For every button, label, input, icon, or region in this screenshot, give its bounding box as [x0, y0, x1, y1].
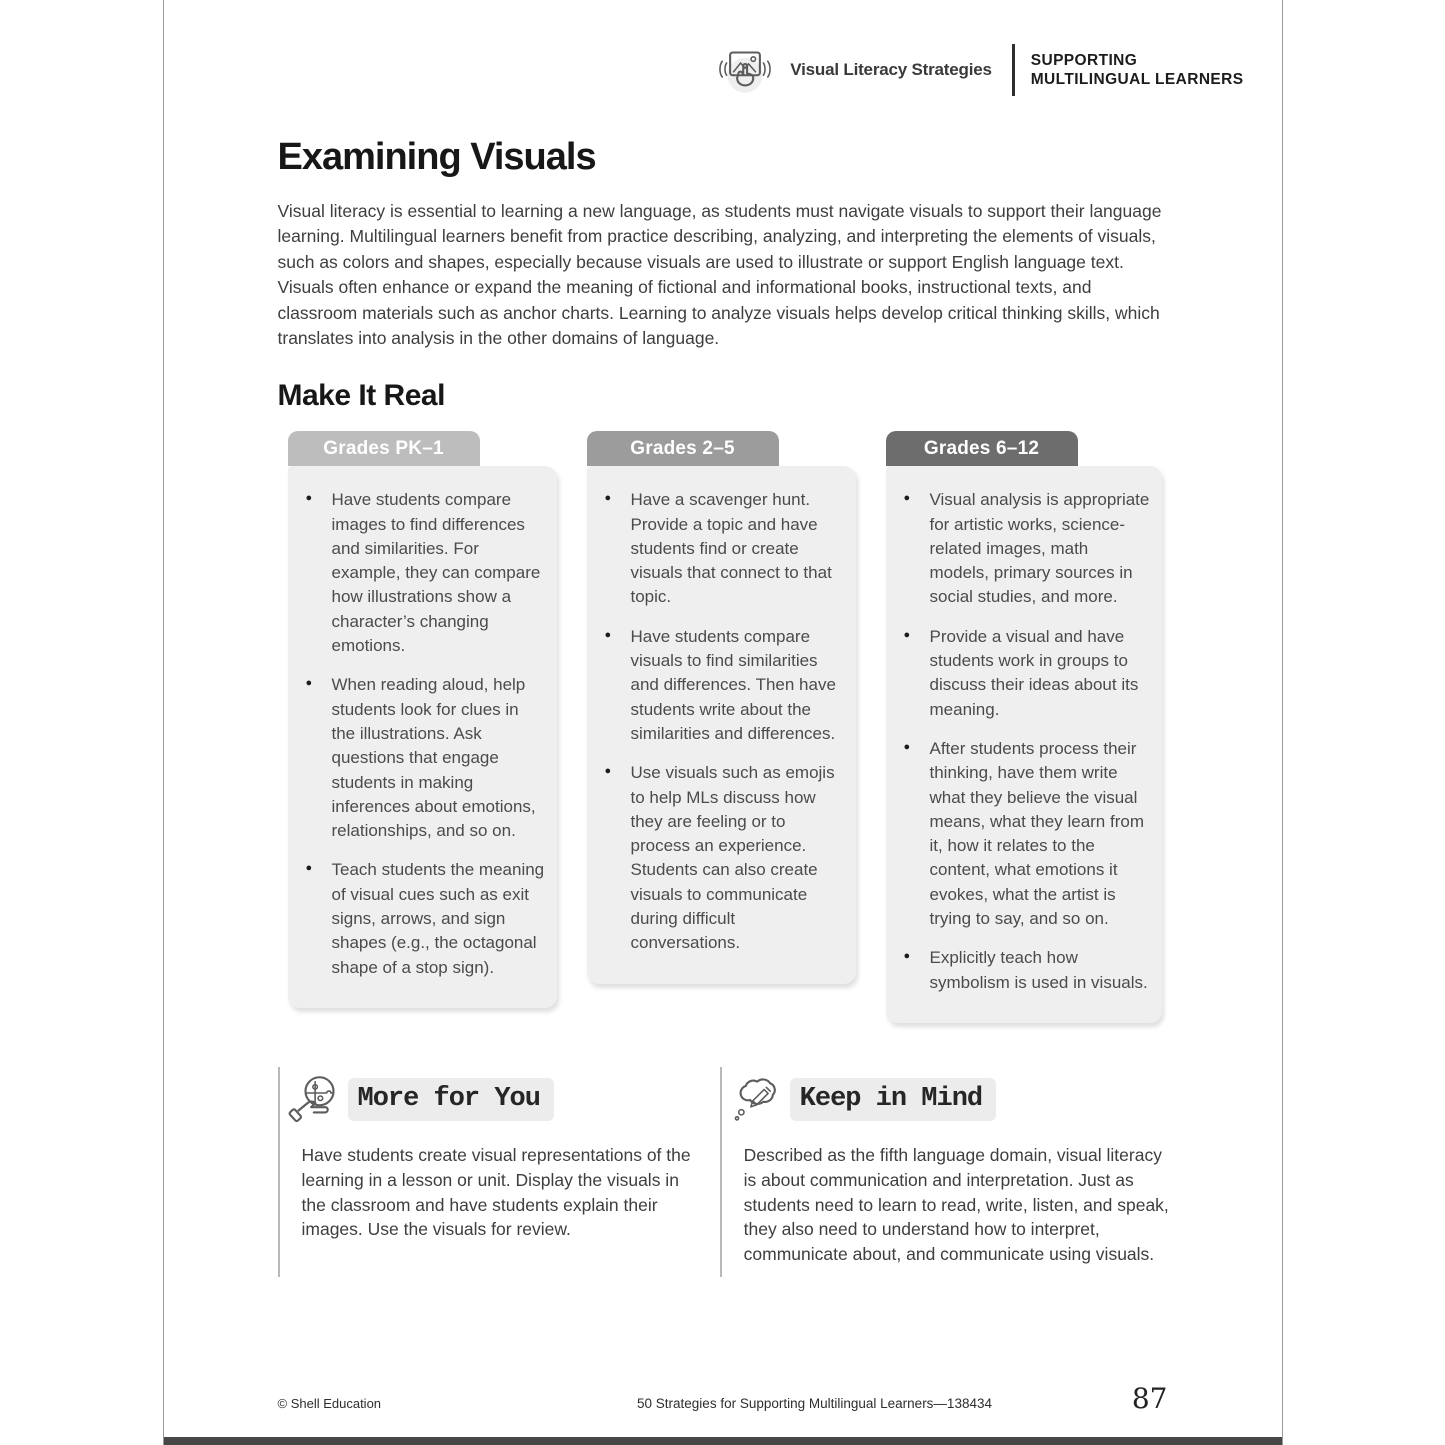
intro-paragraph: Visual literacy is essential to learning a new language, as students must navigate visuals to support their language learning. Multilingual learners benefit from practice describing, analyzing, and interpreting the elements of visuals, such as colors and shapes, especially because visuals are used to illustrate or support English language text. Visuals often enhance or expand the meaning of fictional and informational books, instructional texts, and classroom materials such as anchor charts. Learning to analyze visuals helps develop critical thinking skills, which translates into analysis in the other domains of language. [277, 201, 1162, 348]
bullet-list [302, 488, 547, 980]
bullet-item: ● Have students compare images to find differences and similarities. For example, they can compare how illustrations show a character’s changing emotions. [302, 488, 547, 658]
callout-keep-in-mind [720, 1067, 1172, 1277]
footer-copyright: © Shell Education [277, 1396, 382, 1411]
grade-tab-6-12: Grades 6–12 [886, 431, 1078, 466]
callout-title: More for You [348, 1078, 554, 1121]
book-page [163, 0, 1283, 1445]
bottom-bar [164, 1437, 1282, 1445]
grade-tab-2-5: Grades 2–5 [587, 431, 779, 466]
callout-header [288, 1071, 704, 1129]
bullet-item: ● After students process their thinking, have them write what they believe the visual means, what they learn from it, how it relates to the content, what emotions it evokes, what the artist is trying to say, and so on. [900, 737, 1152, 931]
page-footer [164, 1382, 1282, 1415]
callout-body: Have students create visual representations of the learning in a lesson or unit. Display the visuals in the classroom and have students explain their images. Use the visuals for review. [301, 1144, 691, 1240]
page-header [164, 0, 1282, 98]
grade-card-6-12 [886, 431, 1162, 1023]
grade-card-body [587, 466, 856, 983]
bullet-item: ● Use visuals such as emojis to help MLs discuss how they are feeling or to process an experience. Students can also create visuals to communicate during difficult conversations. [601, 761, 846, 955]
callout-more-for-you [278, 1067, 704, 1277]
bullet-item: ● Explicitly teach how symbolism is used in visuals. [900, 946, 1152, 995]
brand-line1: SUPPORTING [1030, 51, 1138, 69]
header-divider [1012, 44, 1015, 96]
section-heading: Make It Real [277, 379, 445, 413]
grade-card-2-5 [587, 431, 856, 983]
brand-title [1031, 51, 1244, 90]
callout-title: Keep in Mind [790, 1078, 996, 1121]
thought-cloud-pencil-icon [730, 1071, 786, 1129]
hand-globe-puzzle-icon [288, 1071, 344, 1129]
bullet-item: ● Have a scavenger hunt. Provide a topic and have students find or create visuals that connect to that topic. [601, 488, 846, 609]
bullet-list [601, 488, 846, 955]
page-title: Examining Visuals [277, 136, 596, 178]
bullet-item: ● Teach students the meaning of visual cues such as exit signs, arrows, and sign shapes (e.g., the octagonal shape of a stop sign). [302, 858, 547, 979]
grade-card-body [886, 466, 1162, 1023]
logo-label: Visual Literacy Strategies [790, 60, 992, 79]
bullet-item: ● Visual analysis is appropriate for artistic works, science-related images, math models, primary sources in social studies, and more. [900, 488, 1152, 609]
callout-header [730, 1071, 1172, 1129]
visual-literacy-logo-icon [716, 42, 774, 98]
bullet-item: ● Provide a visual and have students work in groups to discuss their ideas about its meaning. [900, 625, 1152, 722]
grade-card-body [288, 466, 557, 1008]
bullet-item: ● When reading aloud, help students look for clues in the illustrations. Ask questions that engage students in making inferences about emotions, relationships, and so on. [302, 673, 547, 843]
grade-card-pk1 [288, 431, 557, 1008]
grade-cards-row [174, 431, 1282, 1023]
bullet-item: ● Have students compare visuals to find similarities and differences. Then have students write about the similarities and differences. [601, 625, 846, 746]
page-number: 87 [1131, 1382, 1168, 1415]
callout-body: Described as the fifth language domain, visual literacy is about communication and interpretation. Just as students need to learn to read, write, listen, and speak, they also need to understand how to interpret, communicate about, and communicate using visuals. [743, 1144, 1169, 1265]
callouts-row [278, 1067, 1282, 1277]
grade-tab-pk1: Grades PK–1 [288, 431, 480, 466]
brand-line2: MULTILINGUAL LEARNERS [1030, 71, 1244, 88]
footer-book-title: 50 Strategies for Supporting Multilingual Learners—138434 [637, 1396, 992, 1411]
bullet-list [900, 488, 1152, 995]
